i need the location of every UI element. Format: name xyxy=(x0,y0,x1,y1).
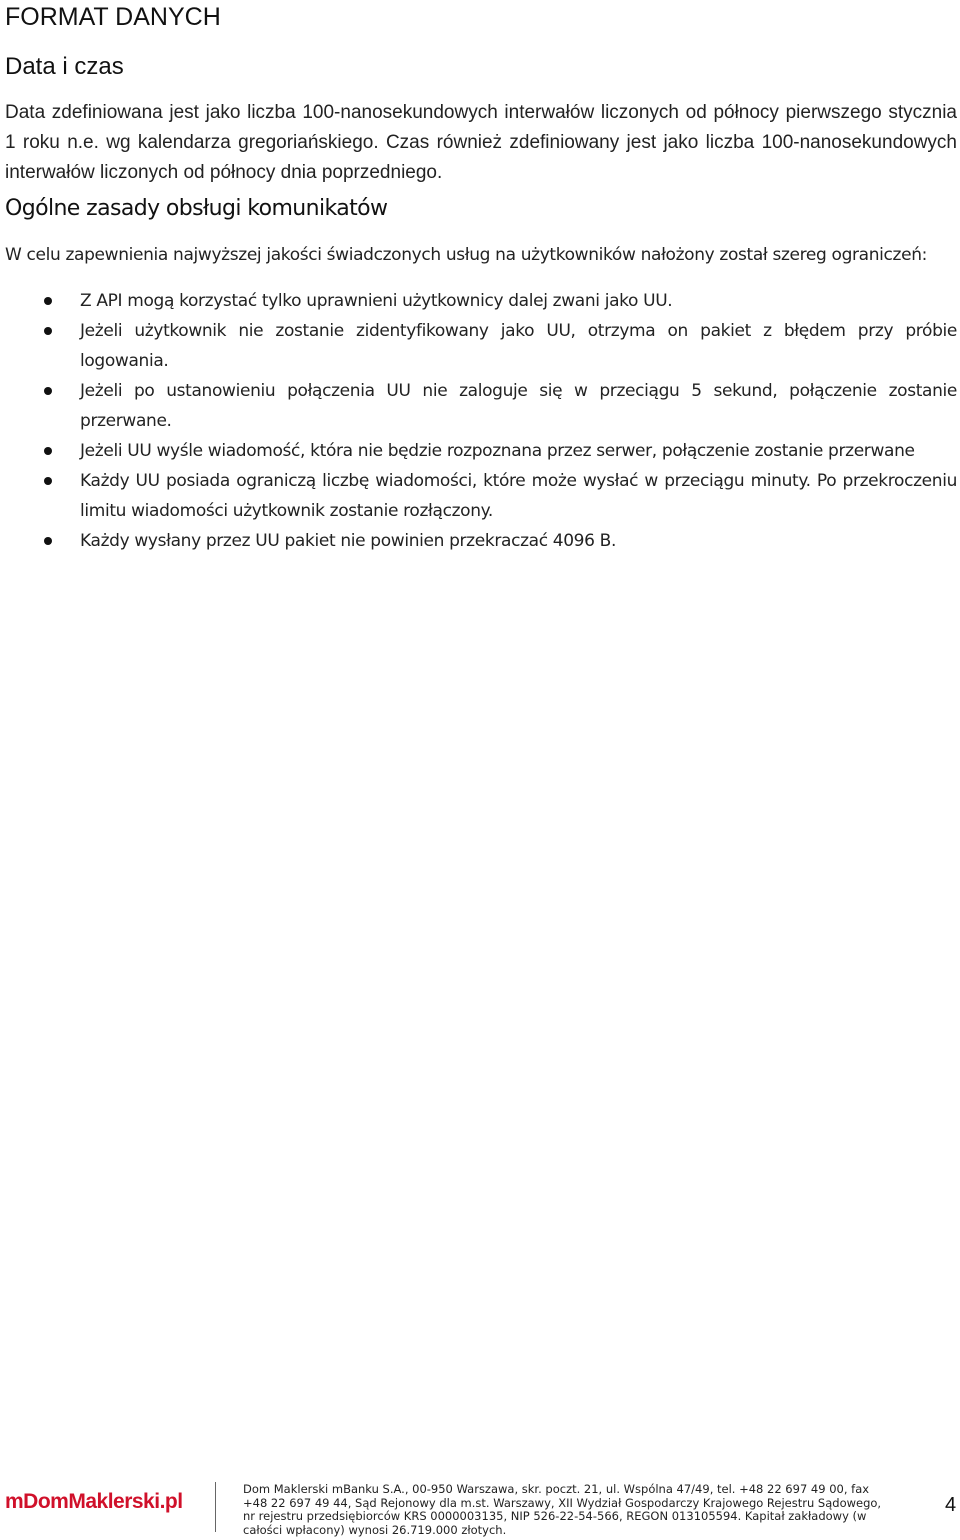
list-item-text: Jeżeli UU wyśle wiadomość, która nie będzie rozpoznana przez serwer, połączenie zostanie przerwane xyxy=(80,441,915,461)
list-item-text: Jeżeli po ustanowieniu połączenia UU nie zaloguje się w przeciągu 5 sekund, połączenie zostanie przerwane. xyxy=(80,381,957,431)
list-item-text: Każdy wysłany przez UU pakiet nie powinien przekraczać 4096 B. xyxy=(80,531,617,551)
mdommaklerski-logo: mDomMaklerski.pl xyxy=(5,1490,183,1513)
document-title: FORMAT DANYCH xyxy=(5,3,221,31)
list-item xyxy=(5,526,957,556)
bullet-icon xyxy=(44,447,52,455)
list-item xyxy=(5,286,957,316)
bullet-icon xyxy=(44,327,52,335)
list-item xyxy=(5,316,957,376)
list-item-text: Jeżeli użytkownik nie zostanie zidentyfikowany jako UU, otrzyma on pakiet z błędem przy próbie logowania. xyxy=(80,321,957,371)
page-number: 4 xyxy=(945,1494,957,1516)
bullet-icon xyxy=(44,477,52,485)
bullet-icon xyxy=(44,297,52,305)
bullet-icon xyxy=(44,537,52,545)
footer-company-info: Dom Maklerski mBanku S.A., 00-950 Warszawa, skr. poczt. 21, ul. Wspólna 47/49, tel. +48 22 697 49 00, fax +48 22 697 49 44, Sąd Rejonowy dla m.st. Warszawy, XII Wydział Gospodarczy Krajowego Rejestru Sądowego, nr rejestru przedsiębiorców KRS 0000003135, NIP 526-22-54-566, REGON 013105594. Kapitał zakładowy (w całości wpłacony) wynosi 26.719.000 złotych. xyxy=(243,1482,882,1537)
list-item-text: Z API mogą korzystać tylko uprawnieni użytkownicy dalej zwani jako UU. xyxy=(80,291,673,311)
page-footer xyxy=(0,1478,960,1540)
paragraph-ograniczenia-intro: W celu zapewnienia najwyższej jakości świadczonych usług na użytkowników nałożony został szereg ograniczeń: xyxy=(5,245,928,265)
footer-divider xyxy=(215,1482,216,1532)
heading-data-i-czas: Data i czas xyxy=(5,53,124,80)
list-item xyxy=(5,436,957,466)
list-item xyxy=(5,466,957,526)
list-item xyxy=(5,376,957,436)
paragraph-data-i-czas: Data zdefiniowana jest jako liczba 100-nanosekundowych interwałów liczonych od północy pierwszego stycznia 1 roku n.e. wg kalendarza gregoriańskiego. Czas również zdefiniowany jest jako liczba 100-nanosekundowych interwałów liczonych od północy dnia poprzedniego. xyxy=(5,102,957,183)
document-body xyxy=(5,0,957,556)
bullet-icon xyxy=(44,387,52,395)
rules-list xyxy=(5,286,957,556)
heading-ogolne-zasady: Ogólne zasady obsługi komunikatów xyxy=(5,196,388,221)
list-item-text: Każdy UU posiada ograniczą liczbę wiadomości, które może wysłać w przeciągu minuty. Po przekroczeniu limitu wiadomości użytkownik zostanie rozłączony. xyxy=(80,471,957,521)
